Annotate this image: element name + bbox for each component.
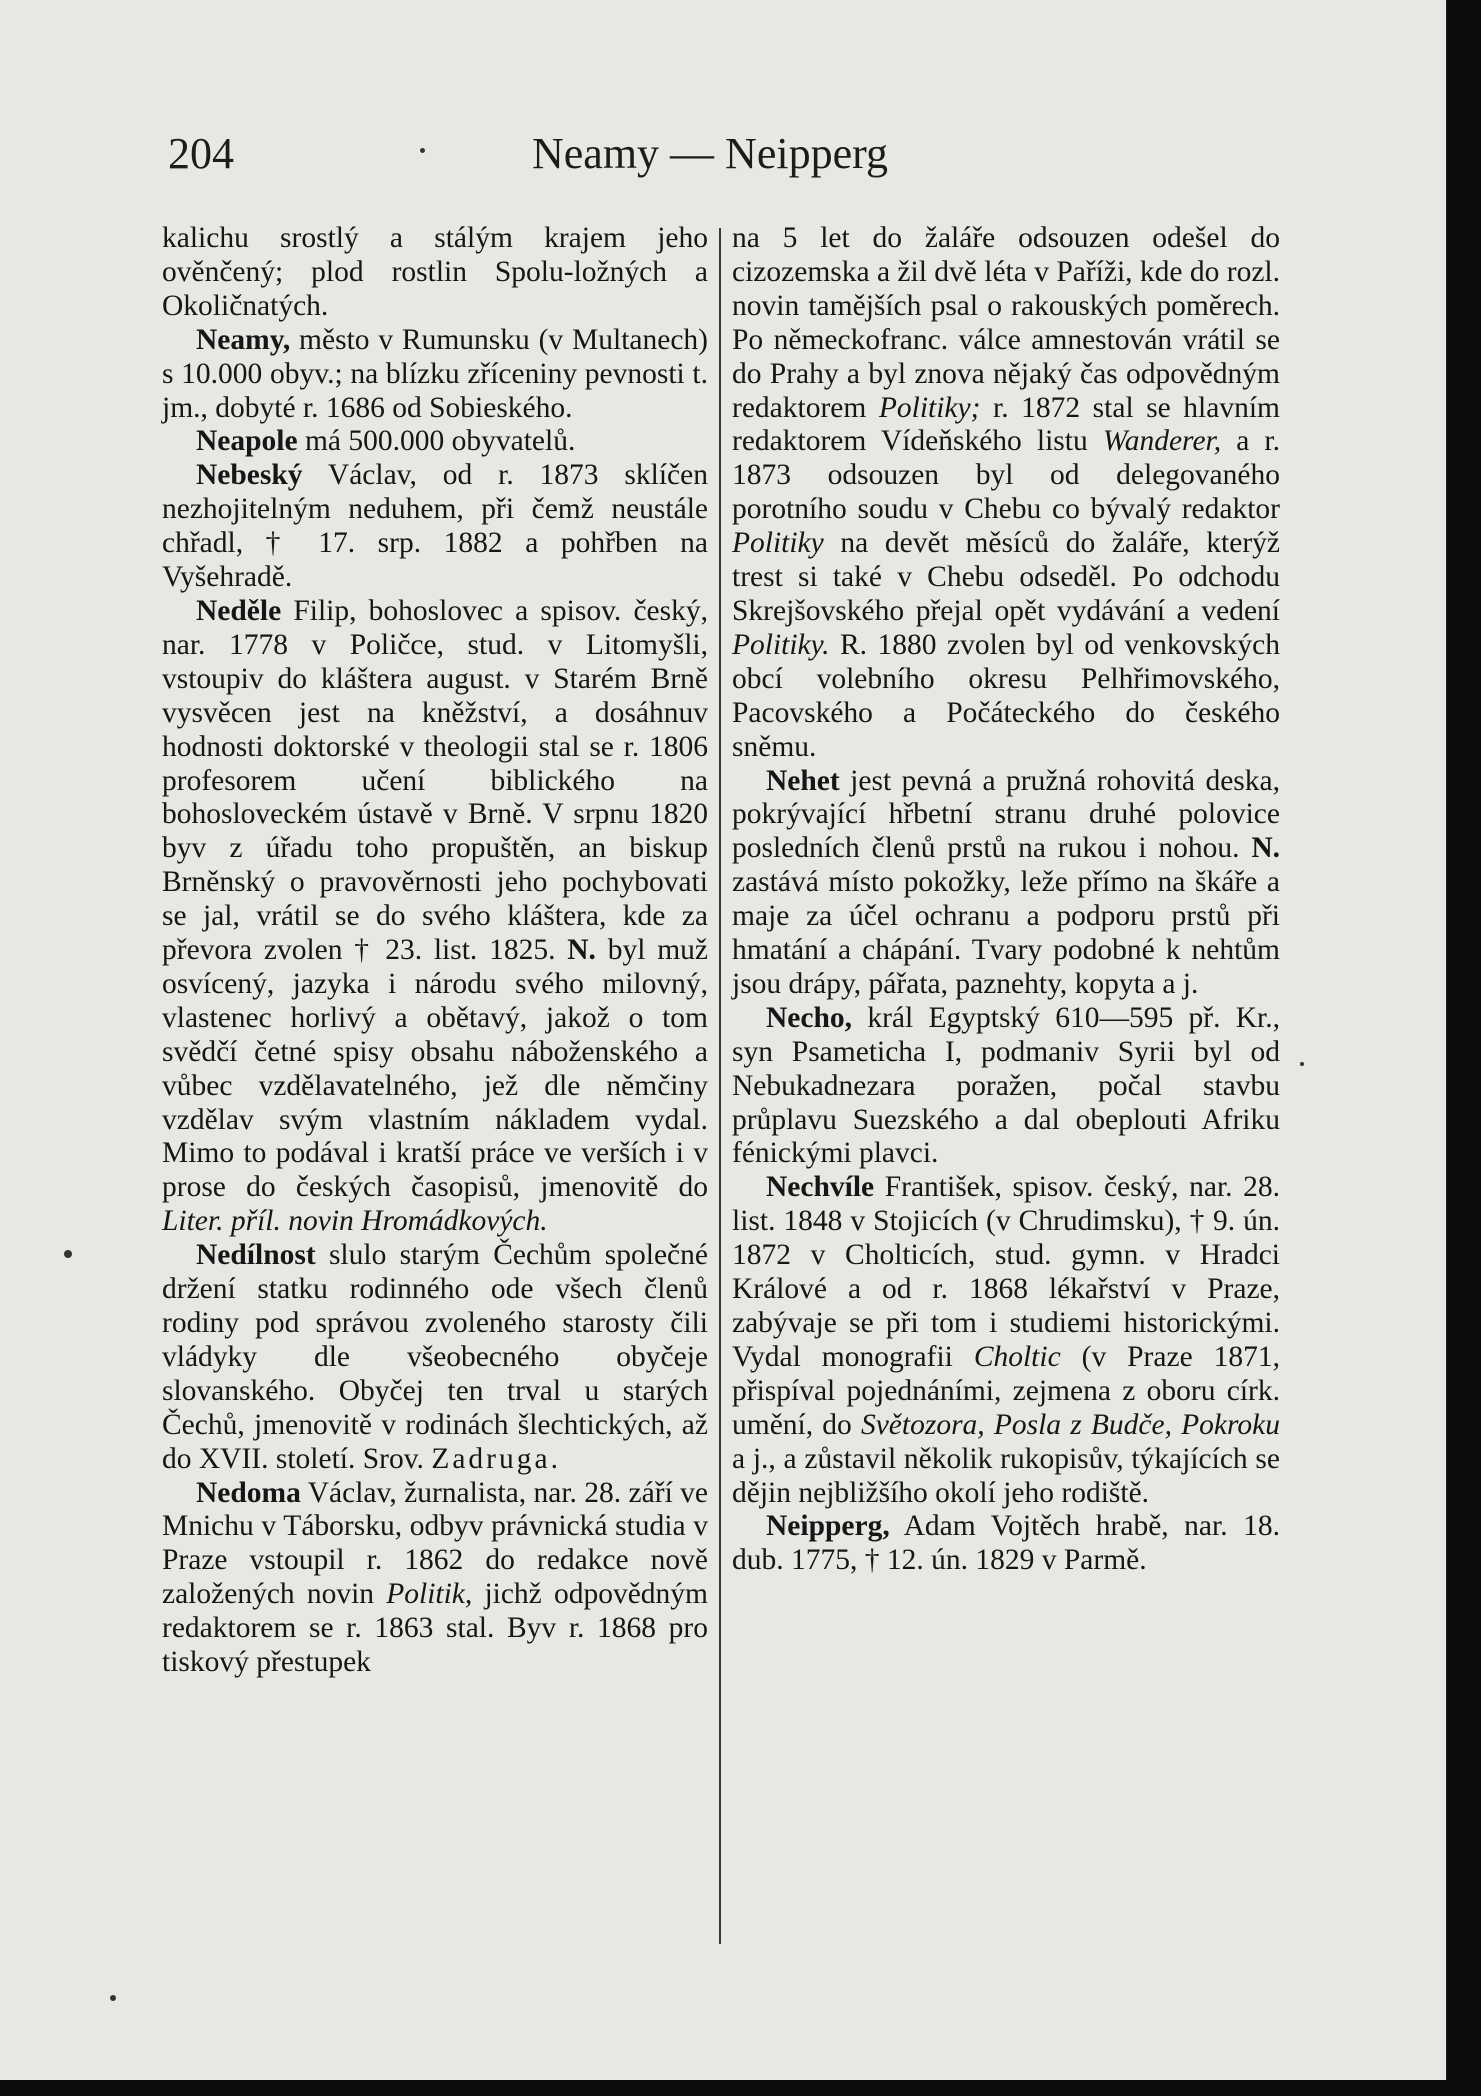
scan-speck bbox=[110, 1995, 116, 2001]
entry-neapole: Neapole má 500.000 obyvatelů. bbox=[196, 425, 576, 458]
entry-nedele: Neděle Filip, bohoslovec a spisov. český, nar. 1778 v Poličce, stud. v Litomyšli, vstoupiv do kláštera august. v Starém Brně vysvěcen jest na kněžství, a dosáhnuv hodnosti doktorské v theologii stal se r. 1806 profesorem učení biblického na bohosloveckém ústavě v Brně. V srpnu 1820 byv z úřadu toho propuštěn, an biskup Brněnský o pravověrnosti jeho pochybovati se jal, vrátil se do svého kláštera, kde za převora zvolen † 23. list. 1825. N. byl muž osvícený, jazyka i národu svého milovný, vlastenec horlivý a obětavý, jakož o tom svědčí četné spisy obsahu náboženského a vůbec vzdělavatelného, jež dle němčiny vzdělav svým vlastním nákladem vydal. Mimo to podával i kratší práce ve verších i v prose do českých časopisů, jmenovitě do Liter. příl. novin Hromádkových. bbox=[162, 594, 708, 1238]
headword: Nebeský bbox=[196, 459, 303, 492]
entry-nedilnost: Nedílnost slulo starým Čechům společné držení statku rodinného ode všech členů rodiny pod správou zvoleného starosty čili vládyky dle všeobecného obyčeje slovanského. Obyčej ten trval u starých Čechů, jmenovitě v rodinách šlechtických, až do XVII. století. Srov. Zadruga. bbox=[162, 1239, 708, 1475]
headword: Neapole bbox=[196, 425, 298, 458]
scan-border-right bbox=[1447, 0, 1481, 2096]
headword: Nedílnost bbox=[196, 1239, 316, 1272]
entry-nebesky: Nebeský Václav, od r. 1873 sklíčen nezhojitelným neduhem, při čemž neustále chřadl, † 17. srp. 1882 a pohřben na Vyšehradě. bbox=[162, 459, 708, 594]
scan-border-bottom bbox=[0, 2080, 1481, 2096]
entry-nedoma: Nedoma Václav, žurnalista, nar. 28. září ve Mnichu v Táborsku, odbyv právnická studia v Praze vstoupil r. 1862 do redakce nově založených novin Politik, jichž odpovědným redaktorem se r. 1863 stal. Byv r. 1868 pro tiskový přestupek bbox=[162, 1476, 708, 1679]
running-title: Neamy — Neipperg bbox=[532, 129, 888, 178]
headword: Nehet bbox=[766, 764, 840, 797]
headword: Neamy, bbox=[196, 323, 291, 356]
scan-speck bbox=[1300, 1062, 1304, 1066]
running-header bbox=[160, 128, 920, 188]
entry-continuation: na 5 let do žaláře odsouzen odešel do cizozemska a žil dvě léta v Paříži, kde do rozl. novin tamějších psal o rakouských poměrech. Po německofranc. válce amnestován vrátil se do Prahy a byl znova nějaký čas odpovědným redaktorem Politiky; r. 1872 stal se hlavním redaktorem Vídeňského listu Wanderer, a r. 1873 odsouzen byl od delegovaného porotního soudu v Chebu co bývalý redaktor Politiky na devět měsíců do žaláře, kterýž trest si také v Chebu odseděl. Po odchodu Skrejšovského přejal opět vydávání a vedení Politiky. R. 1880 zvolen byl od venkovských obcí volebního okresu Pelhřimovského, Pacovského a Počáteckého do českého sněmu. bbox=[732, 222, 1280, 763]
entry-nehet: Nehet jest pevná a pružná rohovitá deska, pokrývající hřbetní stranu druhé polovice posledních členů prstů na rukou i nohou. N. zastává místo pokožky, leže přímo na škáře a maje za účel ochranu a podporu prstů při hmatání a chápání. Tvary podobné k nehtům jsou drápy, pářata, paznehty, kopyta a j. bbox=[732, 764, 1280, 1000]
scan-speck bbox=[420, 148, 425, 153]
headword: Neipperg, bbox=[766, 1510, 890, 1543]
right-column bbox=[732, 222, 1280, 1578]
left-column bbox=[162, 222, 708, 1680]
scan-speck bbox=[64, 1250, 72, 1258]
entry-continuation: kalichu srostlý a stálým krajem jeho ověnčený; plod rostlin Spolu-ložných a Okoličnatých. bbox=[162, 222, 708, 322]
entry-neamy: Neamy, město v Rumunsku (v Multanech) s 10.000 obyv.; na blízku zříceniny pevnosti t. jm., dobyté r. 1686 od Sobieského. bbox=[162, 323, 708, 424]
entry-neipperg: Neipperg, Adam Vojtěch hrabě, nar. 18. dub. 1775, † 12. ún. 1829 v Parmě. bbox=[732, 1510, 1280, 1577]
headword: Neděle bbox=[196, 594, 282, 627]
entry-nechvile: Nechvíle František, spisov. český, nar. 28. list. 1848 v Stojicích (v Chrudimsku), † 9. ún. 1872 v Cholticích, stud. gymn. v Hradci Králové a od r. 1868 lékařství v Praze, zabývaje se při tom i studiemi historickými. Vydal monografii Choltic (v Praze 1871, přispíval pojednáními, zejmena z oboru círk. umění, do Světozora, Posla z Budče, Pokroku a j., a zůstavil několik rukopisův, týkajících se dějin nejbližšího okolí jeho rodiště. bbox=[732, 1171, 1280, 1509]
headword: Nechvíle bbox=[766, 1171, 875, 1204]
headword: Necho, bbox=[766, 1001, 853, 1034]
entry-necho: Necho, král Egyptský 610—595 př. Kr., syn Psameticha I, podmaniv Syrii byl od Nebukadnezara poražen, počal stavbu průplavu Suezského a dal obeplouti Afriku fénickými plavci. bbox=[732, 1001, 1280, 1170]
headword: Nedoma bbox=[196, 1476, 301, 1509]
column-divider bbox=[719, 228, 721, 1944]
cross-reference: Zadruga. bbox=[431, 1442, 561, 1475]
page-number: 204 bbox=[168, 129, 234, 178]
